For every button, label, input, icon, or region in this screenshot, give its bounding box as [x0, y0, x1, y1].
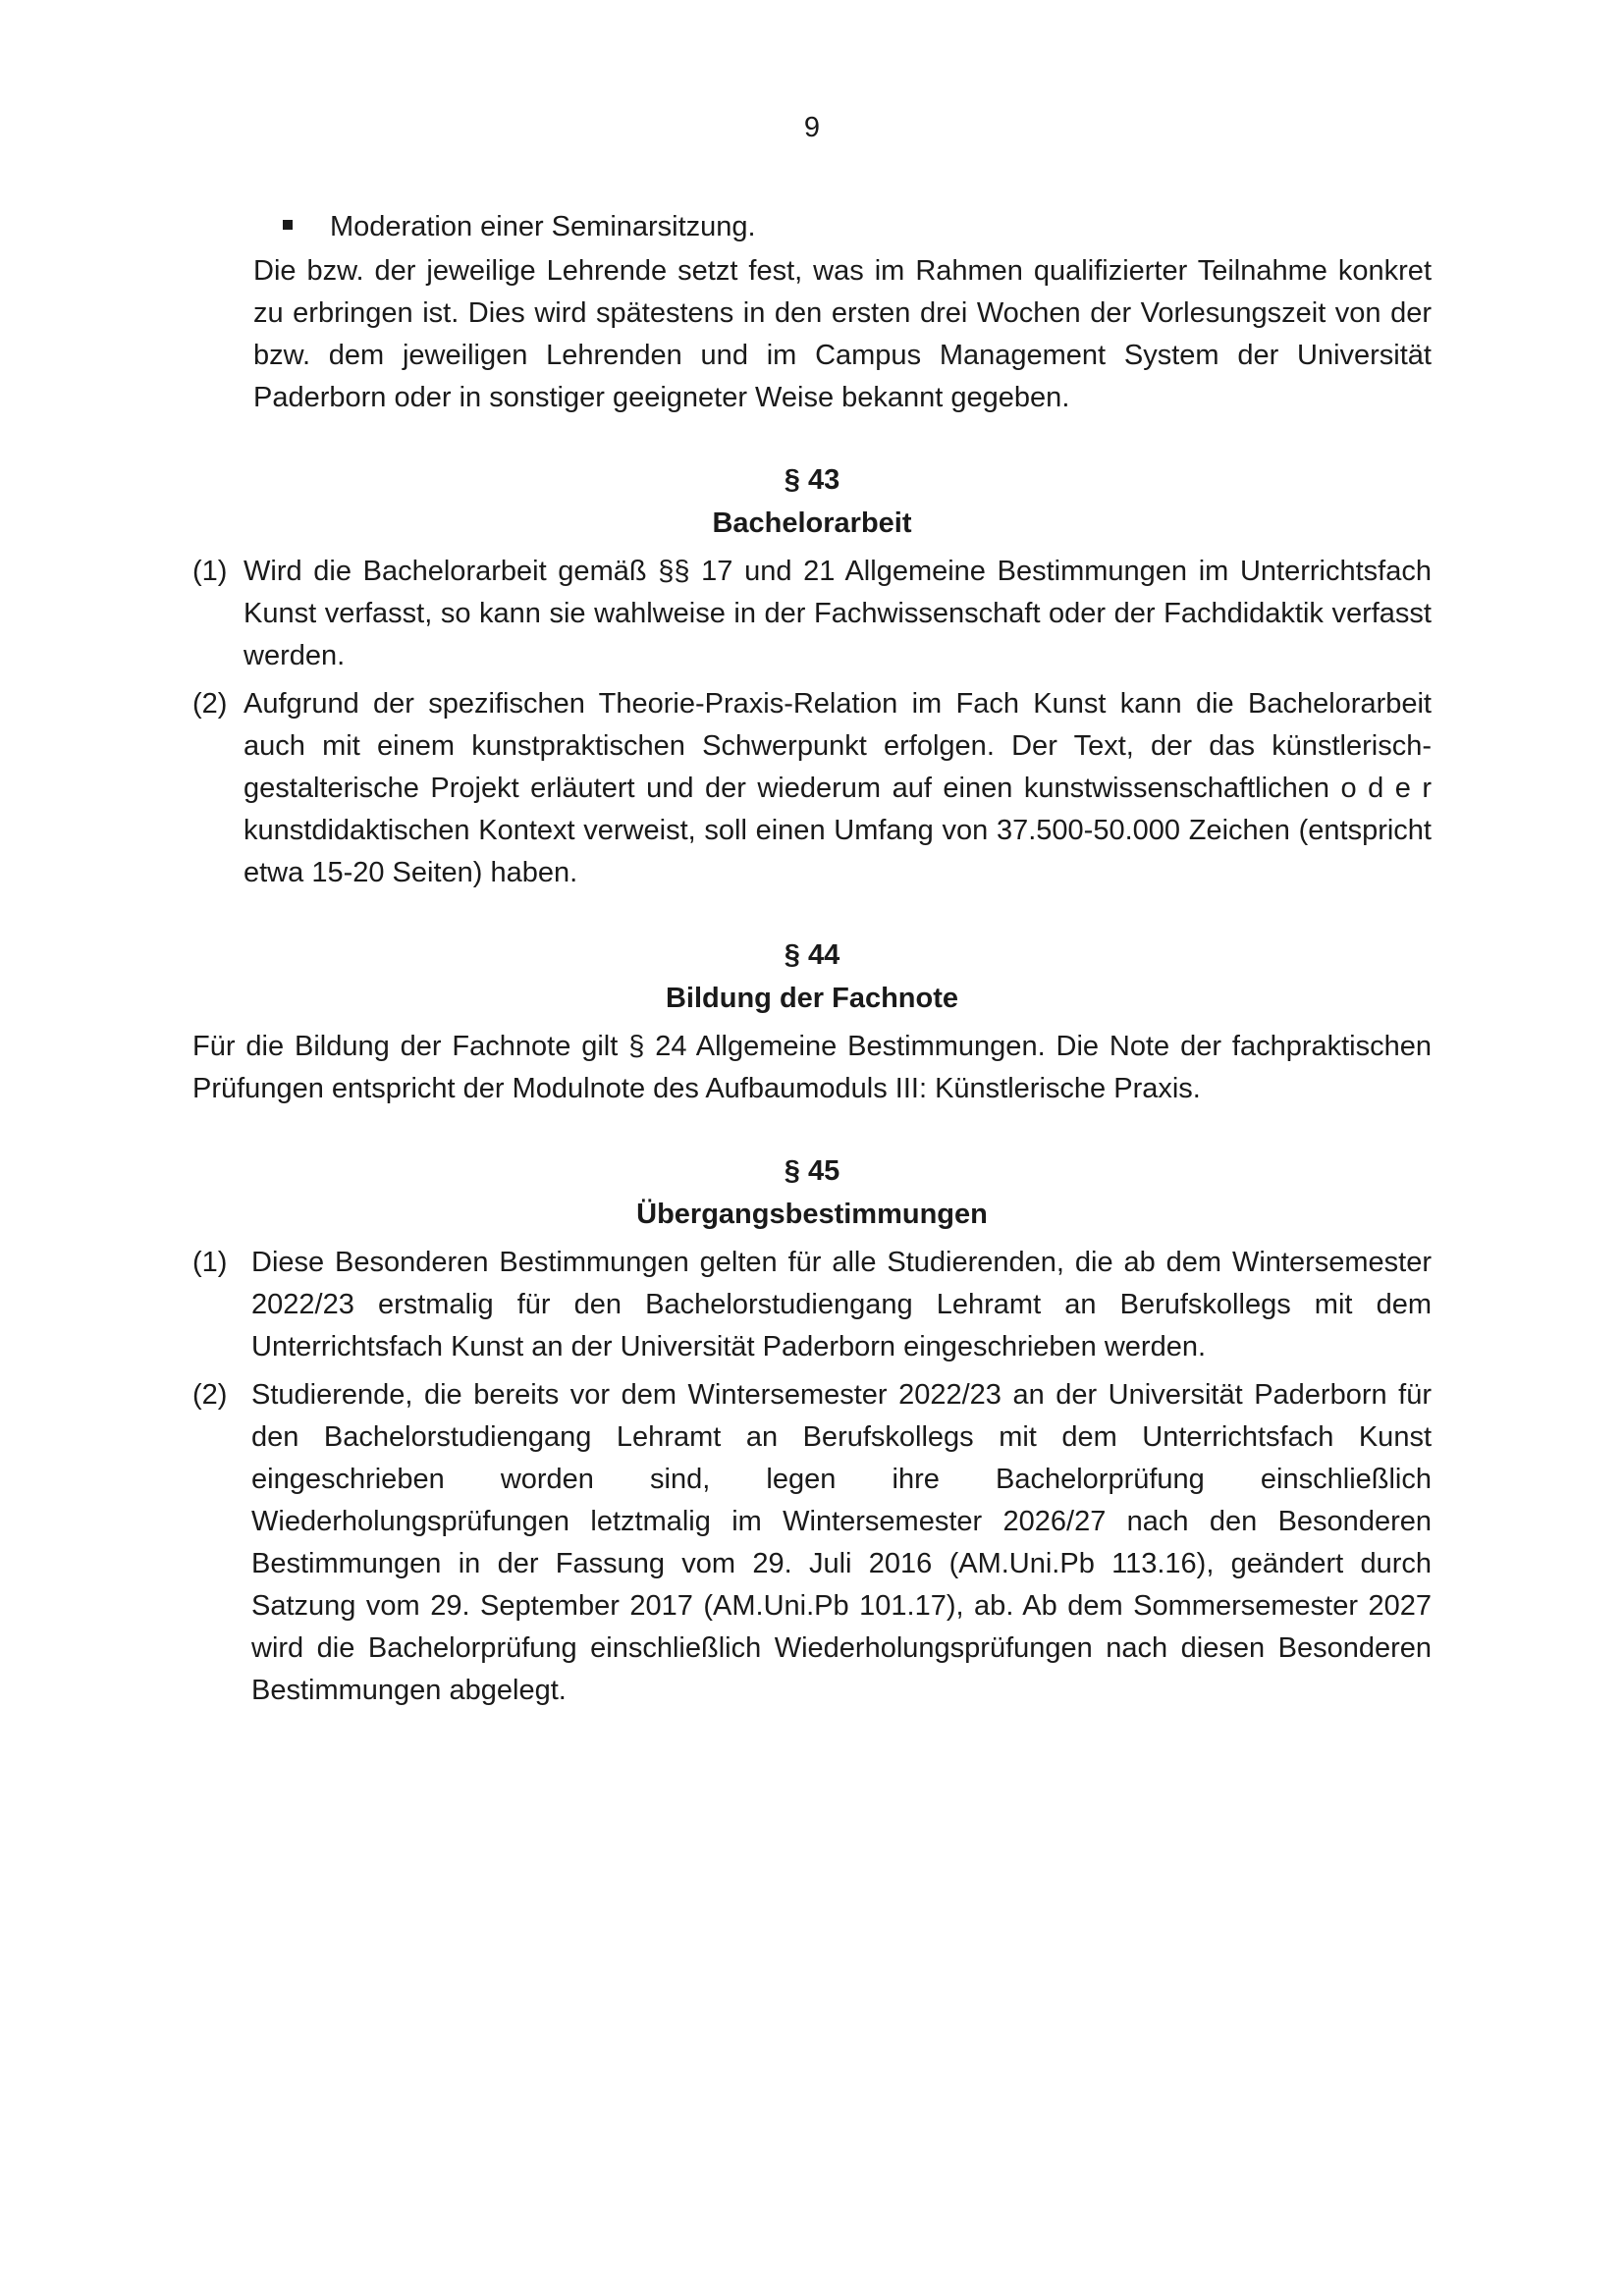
section-heading-44 — [192, 934, 1432, 1020]
section-title: Bildung der Fachnote — [665, 983, 959, 1014]
bullet-item — [192, 206, 1432, 248]
section-title: Bachelorarbeit — [712, 507, 912, 539]
item-text: Wird die Bachelorarbeit gemäß §§ 17 und 21 Allgemeine Bestimmungen im Unterrichtsfach Kunst verfasst, so kann sie wahlweise in der Fachwissenschaft oder der Fachdidaktik verfasst werden. — [244, 556, 1432, 671]
section-paragraph: Für die Bildung der Fachnote gilt § 24 Allgemeine Bestimmungen. Die Note der fachpraktischen Prüfungen entspricht der Modulnote des Aufbaumoduls III: Künstlerische Praxis. — [192, 1031, 1432, 1104]
item-marker: (2) — [192, 1379, 228, 1411]
section-number: § 43 — [784, 464, 840, 496]
section-number: § 44 — [784, 939, 840, 971]
item-text: Studierende, die bereits vor dem Wintersemester 2022/23 an der Universität Paderborn für den Bachelorstudiengang Lehramt an Berufskollegs mit dem Unterrichtsfach Kunst eingeschrieben worden sind, legen ihre Bachelorprüfung einschließlich Wiederholungsprüfungen letztmalig im Wintersemester 2026/27 nach den Besonderen Bestimmungen in der Fassung vom 29. Juli 2016 (AM.Uni.Pb 113.16), geändert durch Satzung vom 29. September 2017 (AM.Uni.Pb 101.17), ab. Ab dem Sommersemester 2027 wird die Bachelorprüfung einschließlich Wiederholungsprüfungen nach diesen Besonderen Bestimmungen abgelegt. — [251, 1379, 1432, 1706]
intro-paragraph: Die bzw. der jeweilige Lehrende setzt fest, was im Rahmen qualifizierter Teilnahme konkret zu erbringen ist. Dies wird spätestens in den ersten drei Wochen der Vorlesungszeit von der bzw. dem jeweiligen Lehrenden und im Campus Management System der Universität Paderborn oder in sonstiger geeigneter Weise bekannt gegeben. — [253, 255, 1432, 413]
list-item — [192, 1374, 1432, 1712]
item-marker: (2) — [192, 688, 228, 720]
section-title: Übergangsbestimmungen — [636, 1199, 988, 1230]
section-heading-45 — [192, 1149, 1432, 1236]
list-item — [192, 551, 1432, 677]
section-heading-43 — [192, 458, 1432, 545]
list-item — [192, 1242, 1432, 1368]
page-content — [192, 206, 1432, 1712]
item-text: Aufgrund der spezifischen Theorie-Praxis-Relation im Fach Kunst kann die Bachelorarbeit auch mit einem kunstpraktischen Schwerpunkt erfolgen. Der Text, der das künstlerisch-gestalterische Projekt erläutert und der wiederum auf einen kunstwissenschaftlichen o d e r kunstdidaktischen Kontext verweist, soll einen Umfang von 37.500-50.000 Zeichen (entspricht etwa 15-20 Seiten) haben. — [244, 688, 1432, 888]
bullet-text: Moderation einer Seminarsitzung. — [330, 211, 756, 242]
page-number: 9 — [803, 112, 821, 143]
square-bullet-icon — [283, 220, 293, 230]
list-item — [192, 683, 1432, 894]
item-marker: (1) — [192, 556, 228, 587]
item-marker: (1) — [192, 1247, 228, 1278]
item-text: Diese Besonderen Bestimmungen gelten für alle Studierenden, die ab dem Wintersemester 2022/23 erstmalig für den Bachelorstudiengang Lehramt an Berufskollegs mit dem Unterrichtsfach Kunst an der Universität Paderborn eingeschrieben werden. — [251, 1247, 1432, 1362]
section-number: § 45 — [784, 1155, 840, 1187]
